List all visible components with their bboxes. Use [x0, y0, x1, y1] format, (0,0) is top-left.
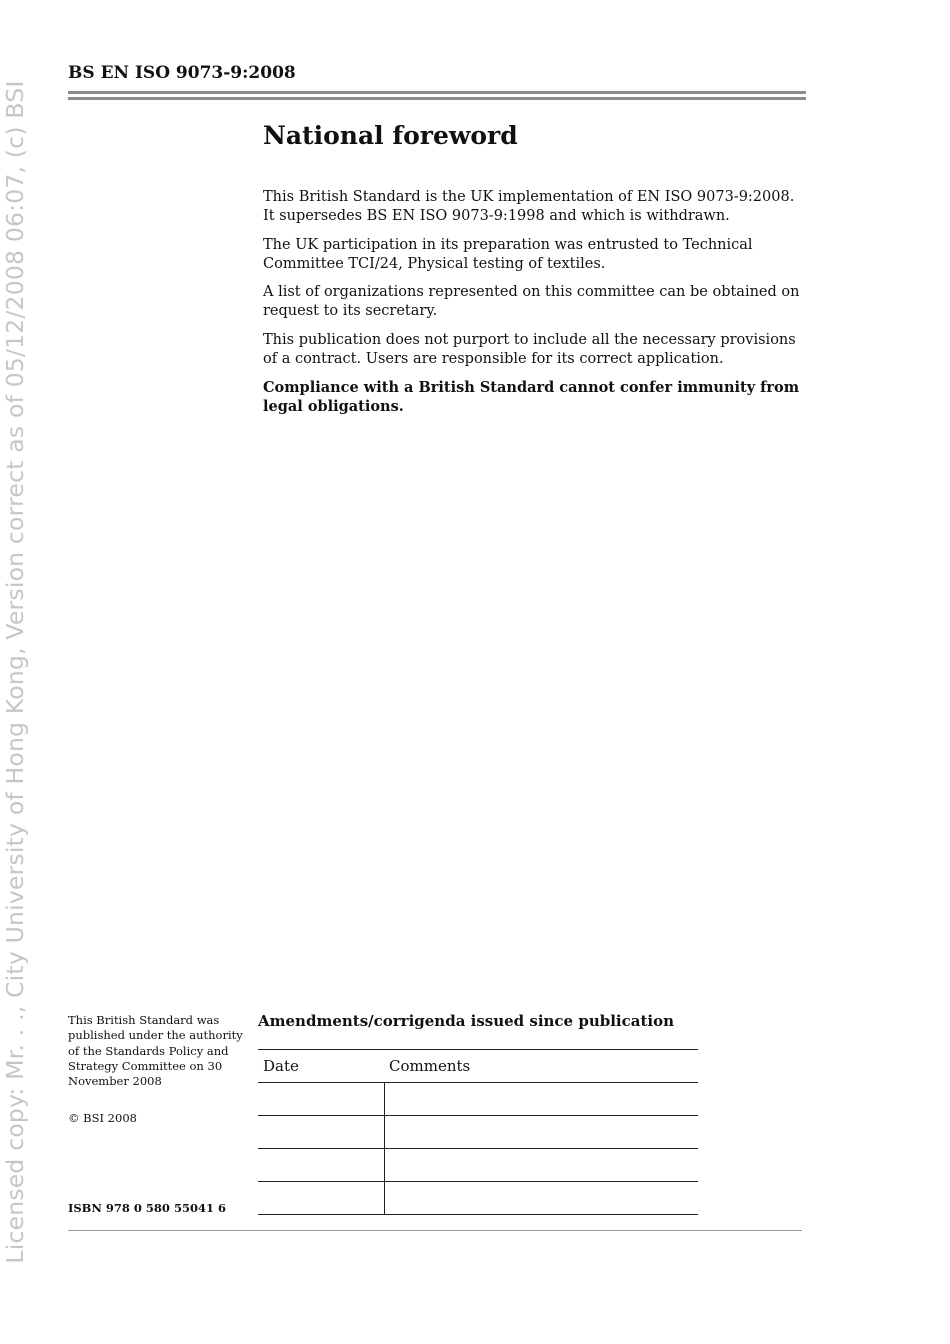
- compliance-note: Compliance with a British Standard cannot confer immunity from legal obligations.: [263, 379, 800, 415]
- page-title: National foreword: [263, 121, 518, 150]
- comments-cell: [384, 1116, 698, 1149]
- comments-column-header: Comments: [384, 1050, 698, 1083]
- licensed-copy-watermark: Licensed copy: Mr. . ., City University of Hong Kong, Version correct as of 05/12/2008 06:07, (c) BSI: [1, 80, 29, 1264]
- isbn-number: ISBN 978 0 580 55041 6: [68, 1201, 226, 1215]
- date-cell: [258, 1182, 384, 1215]
- comments-cell: [384, 1083, 698, 1116]
- comments-cell: [384, 1149, 698, 1182]
- date-column-header: Date: [258, 1050, 384, 1083]
- date-cell: [258, 1083, 384, 1116]
- foreword-paragraph: The UK participation in its preparation was entrusted to Technical Committee TCI/24, Physical testing of textiles.: [263, 236, 753, 272]
- publication-authority-note: [68, 1013, 243, 1089]
- authority-text: This British Standard was published under the authority of the Standards Policy and Strategy Committee on 30 November 2008: [68, 1013, 243, 1089]
- table-header-row: [258, 1050, 698, 1083]
- table-row: [258, 1182, 698, 1215]
- table-row: [258, 1149, 698, 1182]
- document-id: BS EN ISO 9073-9:2008: [68, 63, 296, 83]
- amendments-table: [258, 1049, 698, 1215]
- date-cell: [258, 1149, 384, 1182]
- header-rule-top: [68, 91, 806, 94]
- foreword-paragraph: This British Standard is the UK implementation of EN ISO 9073-9:2008. It supersedes BS EN ISO 9073-9:1998 and which is withdrawn.: [263, 189, 795, 224]
- header-rule-bottom: [68, 97, 806, 100]
- foreword-body: [263, 188, 808, 426]
- foreword-paragraph: A list of organizations represented on this committee can be obtained on request to its secretary.: [263, 284, 800, 319]
- table-row: [258, 1083, 698, 1116]
- copyright-notice: © BSI 2008: [68, 1111, 137, 1125]
- footer-rule: [68, 1230, 802, 1231]
- date-cell: [258, 1116, 384, 1149]
- amendments-title: Amendments/corrigenda issued since publication: [258, 1012, 674, 1030]
- foreword-paragraph: This publication does not purport to include all the necessary provisions of a contract. Users are responsible for its correct application.: [263, 331, 796, 367]
- comments-cell: [384, 1182, 698, 1215]
- table-row: [258, 1116, 698, 1149]
